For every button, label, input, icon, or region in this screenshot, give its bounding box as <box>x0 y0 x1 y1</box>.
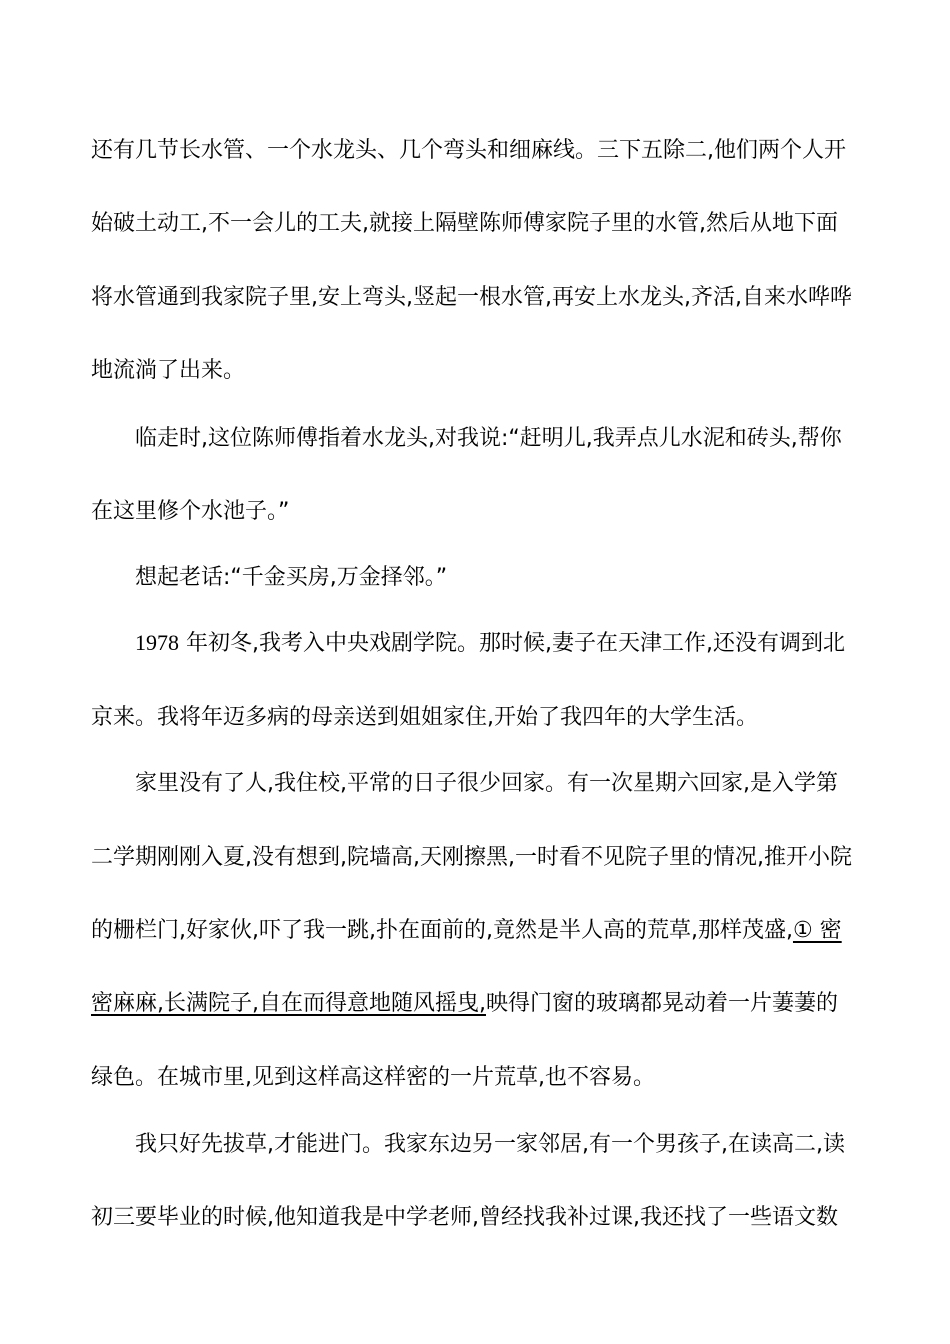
text-line: 家里没有了人,我住校,平常的日子很少回家。有一次星期六回家,是入学第 <box>135 771 838 796</box>
text-line: 初三要毕业的时候,他知道我是中学老师,曾经找我补过课,我还找了一些语文数 <box>91 1205 838 1230</box>
text-segment: 映得门窗的玻璃都晃动着一片萋萋的 <box>485 991 838 1016</box>
text-line: 还有几节长水管、一个水龙头、几个弯头和细麻线。三下五除二,他们两个人开 <box>91 138 846 163</box>
underlined-sentence: 密麻麻,长满院子,自在而得意地随风摇曳, <box>91 991 486 1016</box>
text-line: 始破土动工,不一会儿的工夫,就接上隔壁陈师傅家院子里的水管,然后从地下面 <box>91 211 838 236</box>
text-line: 我只好先拔草,才能进门。我家东边另一家邻居,有一个男孩子,在读高二,读 <box>135 1132 845 1157</box>
year-number: 1978 <box>135 630 179 655</box>
text-segment: 年初冬,我考入中央戏剧学院。那时候,妻子在天津工作,还没有调到北 <box>179 631 845 656</box>
text-line: 想起老话:“千金买房,万金择邻。” <box>135 565 448 590</box>
text-line: 在这里修个水池子。” <box>91 499 290 524</box>
underlined-marker: ① 密 <box>792 918 842 943</box>
text-line: 将水管通到我家院子里,安上弯头,竖起一根水管,再安上水龙头,齐活,自来水哗哗 <box>91 285 852 310</box>
text-line: 绿色。在城市里,见到这样高这样密的一片荒草,也不容易。 <box>91 1065 655 1090</box>
text-line <box>91 989 861 1019</box>
text-segment: 的栅栏门,好家伙,吓了我一跳,扑在面前的,竟然是半人高的荒草,那样茂盛, <box>91 918 793 943</box>
text-line: 二学期刚刚入夏,没有想到,院墙高,天刚擦黑,一时看不见院子里的情况,推开小院 <box>91 845 852 870</box>
text-line: 京来。我将年迈多病的母亲送到姐姐家住,开始了我四年的大学生活。 <box>91 705 758 730</box>
text-line: 地流淌了出来。 <box>91 358 246 383</box>
text-line <box>135 628 861 659</box>
text-line: 临走时,这位陈师傅指着水龙头,对我说:“赶明儿,我弄点儿水泥和砖头,帮你 <box>135 426 842 451</box>
text-line <box>91 916 861 946</box>
